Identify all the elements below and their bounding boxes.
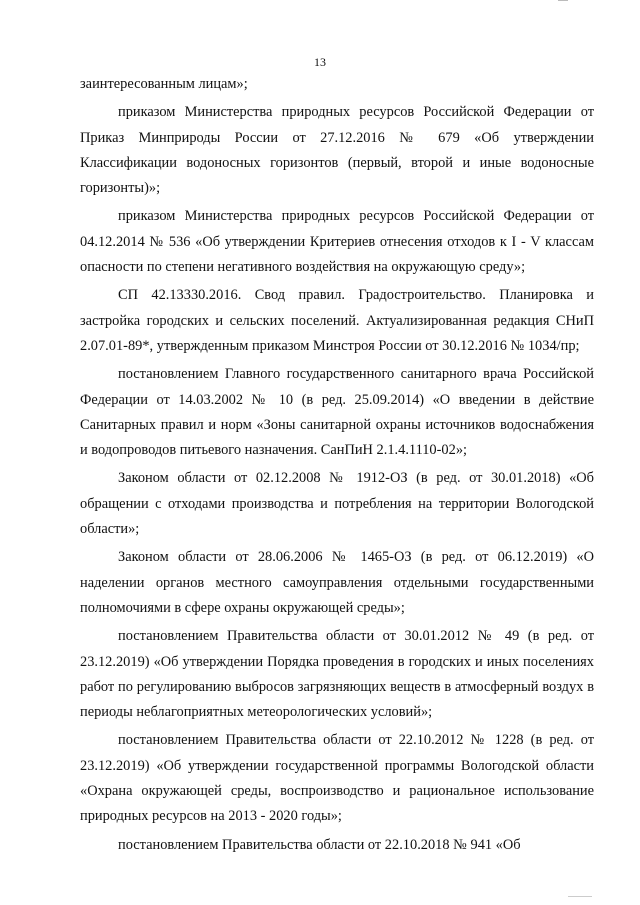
paragraph: приказом Министерства природных ресурсов Российской Федерации от 04.12.2014 № 536 «Об утверждении Критериев отнесения отходов к I - V классам опасности по степени негативного воздействия на окружающую среду»;: [80, 208, 594, 276]
paragraph: постановлением Правительства области от 30.01.2012 № 49 (в ред. от 23.12.2019) «Об утверждении Порядка проведения в городских и иных поселениях работ по регулированию выбросов загрязняющих веществ в атмосферный воздух в периоды неблагоприятных метеорологических условий»;: [80, 628, 594, 721]
paragraph: Законом области от 02.12.2008 № 1912-ОЗ (в ред. от 30.01.2018) «Об обращении с отходами производства и потребления на территории Вологодской области»;: [80, 470, 594, 538]
paragraph: приказом Министерства природных ресурсов Российской Федерации от Приказ Минприроды России от 27.12.2016 № 679 «Об утверждении Классификации водоносных горизонтов (первый, второй и иные водоносные горизонты)»;: [80, 104, 594, 197]
paragraph: постановлением Правительства области от 22.10.2012 № 1228 (в ред. от 23.12.2019) «Об утверждении государственной программы Вологодской области «Охрана окружающей среды, воспроизводство и рациональное использование природных ресурсов на 2013 - 2020 годы»;: [80, 732, 594, 825]
document-body: [80, 72, 594, 861]
scan-mark: [558, 0, 568, 1]
paragraph: СП 42.13330.2016. Свод правил. Градостроительство. Планировка и застройка городских и сельских поселений. Актуализированная редакция СНиП 2.07.01-89*, утвержденным приказом Минстроя России от 30.12.2016 № 1034/пр;: [80, 287, 594, 354]
page-number: 13: [314, 55, 326, 69]
paragraph: постановлением Главного государственного санитарного врача Российской Федерации от 14.03.2002 № 10 (в ред. 25.09.2014) «О введении в действие Санитарных правил и норм «Зоны санитарной охраны источников водоснабжения и водопроводов питьевого назначения. СанПиН 2.1.4.1110-02»;: [80, 366, 594, 459]
scan-mark: [568, 896, 592, 897]
paragraph: Законом области от 28.06.2006 № 1465-ОЗ (в ред. от 06.12.2019) «О наделении органов местного самоуправления отдельными государственными полномочиями в сфере охраны окружающей среды»;: [80, 549, 594, 616]
paragraph: постановлением Правительства области от 22.10.2018 № 941 «Об: [118, 836, 521, 853]
paragraph: заинтересованным лицам»;: [80, 76, 248, 92]
